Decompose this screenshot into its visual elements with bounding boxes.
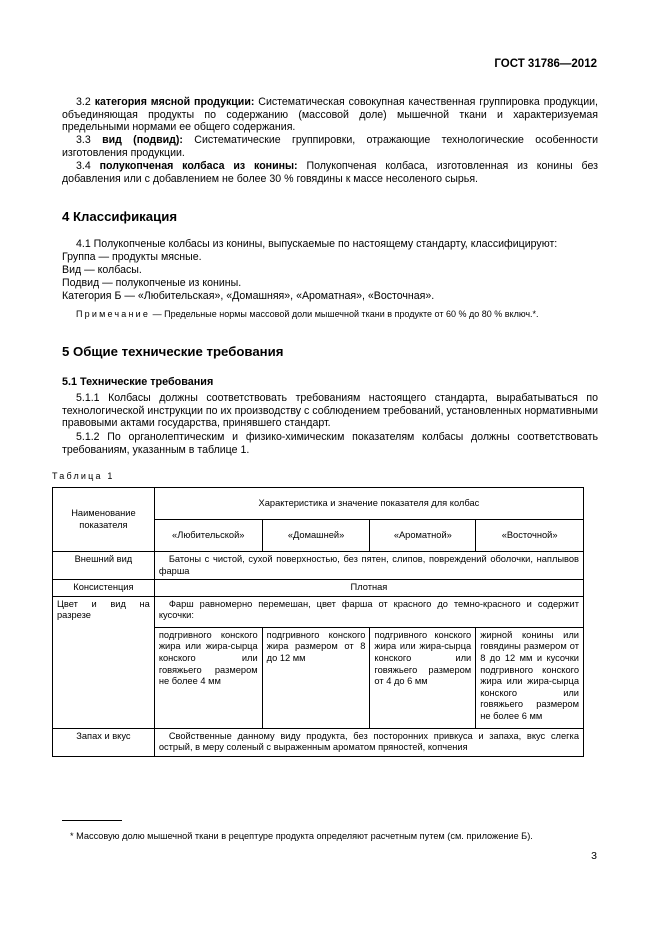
header-col-vostochnaya: «Восточной» <box>476 520 584 552</box>
cut-cell-lyubitelskaya: подгривного конского жира или жира-сырца конского или говяжьего размером не более 4 мм <box>154 627 262 728</box>
header-col-domashnyaya: «Домашней» <box>262 520 370 552</box>
classification-note <box>76 308 596 321</box>
table-row <box>53 552 584 580</box>
table-caption: Таблица 1 <box>52 471 115 481</box>
row-value-color-cut: Фарш равномерно перемешан, цвет фарша от красного до темно-красного и содержит кусочки: <box>154 596 583 627</box>
cut-cell-aromatnaya: подгривного конского жира или жира-сырца конского или говяжьего размером от 4 до 6 мм <box>370 627 476 728</box>
section-4-intro: 4.1 Полукопченые колбасы из конины, выпускаемые по настоящему стандарту, классифицируют: <box>76 238 558 250</box>
classification-line: Подвид — полукопченые из конины. <box>62 277 242 289</box>
table-row <box>53 580 584 597</box>
table-1 <box>52 487 584 757</box>
table-row <box>53 596 584 627</box>
section-5-heading: 5 Общие технические требования <box>62 344 284 359</box>
row-value-smell-taste: Свойственные данному виду продукта, без посторонних привкуса и запаха, вкус слегка острый, в меру соленый с выраженным ароматом пряностей, копчения <box>154 728 583 756</box>
cut-cell-domashnyaya: подгривного конского жира размером от 8 до 12 мм <box>262 627 370 728</box>
row-value-consistency: Плотная <box>154 580 583 597</box>
table-row <box>53 728 584 756</box>
section-4-heading: 4 Классификация <box>62 209 178 224</box>
definition-3-3 <box>62 134 598 159</box>
note-text: — Предельные нормы массовой доли мышечной ткани в продукте от 60 % до 80 % включ.*. <box>150 309 539 319</box>
def-number: 3.2 <box>76 96 91 108</box>
paragraph-5-1-2: 5.1.2 По органолептическим и физико-химическим показателям колбасы должны соответствовать требованиям, указанным в таблице 1. <box>62 431 598 456</box>
def-text: Систематическая совокупная качественная группировка продукции, объединяющая продукты по содержанию (массовой доле) мышечной ткани и характеризуемая предельными нормами ее общего содержания. <box>62 96 598 134</box>
def-text: Полукопченая колбаса, изготовленная из конины без добавления или с добавлением не более 30 % говядины к массе несоленого сырья. <box>62 160 599 185</box>
row-name-consistency: Консистенция <box>53 580 155 597</box>
def-term: полукопченая колбаса из конины: <box>99 160 298 172</box>
header-col-lyubitelskaya: «Любительской» <box>154 520 262 552</box>
header-col-aromatnaya: «Ароматной» <box>370 520 476 552</box>
header-indicator-name: Наименование показателя <box>53 488 155 552</box>
def-number: 3.3 <box>76 134 91 146</box>
row-name-color-cut: Цвет и вид на разрезе <box>53 596 155 728</box>
paragraph-5-1-1: 5.1.1 Колбасы должны соответствовать требованиям настоящего стандарта, вырабатываться по технологической инструкции по их производству с соблюдением требований, установленных нормативными правовыми актами государства, принявшего стандарт. <box>62 392 598 430</box>
note-label: Примечание <box>76 309 151 319</box>
def-term: вид (подвид): <box>102 134 183 146</box>
footnote: * Массовую долю мышечной ткани в рецептуре продукта определяют расчетным путем (см. приложение Б). <box>70 831 533 841</box>
document-code: ГОСТ 31786—2012 <box>494 58 597 70</box>
def-number: 3.4 <box>76 160 91 172</box>
classification-line: Категория Б — «Любительская», «Домашняя», «Ароматная», «Восточная». <box>62 290 435 302</box>
header-characteristic: Характеристика и значение показателя для колбас <box>154 488 583 520</box>
def-text: Систематические группировки, отражающие технологические особенности изготовления продукции. <box>62 134 598 159</box>
classification-line: Вид — колбасы. <box>62 264 142 276</box>
row-name-smell-taste: Запах и вкус <box>53 728 155 756</box>
def-term: категория мясной продукции: <box>94 96 255 108</box>
cut-cell-vostochnaya: жирной конины или говядины размером от 8 до 12 мм и кусочки подгривного конского жира или жира-сырца конского или говяжьего размером не более 6 мм <box>476 627 584 728</box>
row-value-appearance: Батоны с чистой, сухой поверхностью, без пятен, слипов, повреждений оболочки, наплывов фарша <box>154 552 583 580</box>
definition-3-4 <box>62 160 598 185</box>
footnote-divider <box>62 820 122 821</box>
row-name-appearance: Внешний вид <box>53 552 155 580</box>
page-number: 3 <box>591 850 597 862</box>
subsection-5-1-heading: 5.1 Технические требования <box>62 376 214 388</box>
classification-line: Группа — продукты мясные. <box>62 251 202 263</box>
definition-3-2 <box>62 96 598 134</box>
